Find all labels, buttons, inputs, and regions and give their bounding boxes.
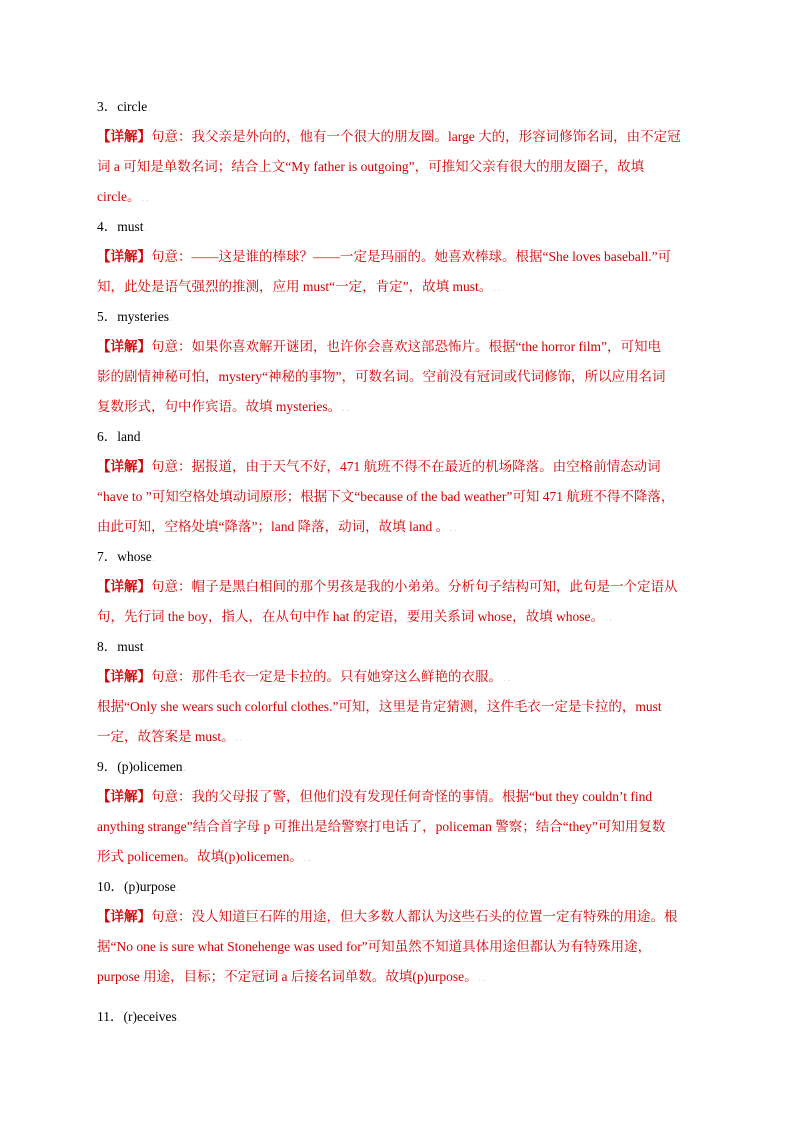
explanation-line: 【详解】句意：如果你喜欢解开谜团，也许你会喜欢这部恐怖片。根据“the horror film”，可知电: [97, 339, 661, 354]
item-heading: 10．(p)urpose.: [97, 879, 179, 894]
explanation-line: 【详解】句意：帽子是黑白相间的那个男孩是我的小弟弟。分析句子结构可知，此句是一个定语从: [97, 579, 678, 594]
explanation-line: 【详解】句意：那件毛衣一定是卡拉的。只有她穿这么鲜艳的衣服。. .: [97, 669, 510, 684]
item-heading: 3．circle.: [97, 99, 151, 114]
explanation-line: 复数形式，句中作宾语。故填 mysteries。. .: [97, 399, 349, 414]
explanation-line: 形式 policemen。故填(p)olicemen。. .: [97, 849, 311, 864]
explanation-line: anything strange”结合首字母 p 可推出是给警察打电话了，policeman 警察；结合“they”可知用复数: [97, 819, 666, 834]
item-heading: 11．(r)eceives.: [97, 1009, 180, 1024]
item-heading: 4．must.: [97, 219, 147, 234]
explanation-line: 据“No one is sure what Stonehenge was used for”可知虽然不知道具体用途但都认为有特殊用途，: [97, 939, 652, 954]
item-heading: 8．must.: [97, 639, 147, 654]
explanation-line: 句，先行词 the boy，指人，在从句中作 hat 的定语，要用关系词 whose，故填 whose。. .: [97, 609, 612, 624]
item-heading: 6．land.: [97, 429, 144, 444]
explanation-line: “have to ”可知空格处填动词原形；根据下文“because of the bad weather”可知 471 航班不得不降落，: [97, 489, 675, 504]
explanation-line: 词 a 可知是单数名词；结合上文“My father is outgoing”，可推知父亲有很大的朋友圈子，故填: [97, 159, 645, 174]
explanation-line: 由此可知，空格处填“降落”；land 降落，动词，故填 land 。. .: [97, 519, 457, 534]
explanation-line: circle。. .: [97, 189, 149, 204]
item-heading: 5．mysteries.: [97, 309, 173, 324]
item-heading: 9．(p)olicemen.: [97, 759, 186, 774]
explanation-line: 【详解】句意：据报道，由于天气不好，471 航班不得不在最近的机场降落。由空格前情态动词: [97, 459, 661, 474]
explanation-line: 知，此处是语气强烈的推测，应用 must“一定，肯定”，故填 must。. .: [97, 279, 500, 294]
explanation-line: purpose 用途，目标；不定冠词 a 后接名词单数。故填(p)urpose。. .: [97, 969, 486, 984]
explanation-line: 【详解】句意：没人知道巨石阵的用途，但大多数人都认为这些石头的位置一定有特殊的用途。根: [97, 909, 678, 924]
explanation-line: 【详解】句意：——这是谁的棒球？——一定是玛丽的。她喜欢棒球。根据“She loves baseball.”可: [97, 249, 672, 264]
explanation-line: 【详解】句意：我父亲是外向的，他有一个很大的朋友圈。large 大的，形容词修饰名词，由不定冠: [97, 129, 681, 144]
explanation-line: 影的剧情神秘可怕，mystery“神秘的事物”，可数名词。空前没有冠词或代词修饰，所以应用名词: [97, 369, 666, 384]
explanation-line: 一定，故答案是 must。. .: [97, 729, 243, 744]
explanation-line: 根据“Only she wears such colorful clothes.”可知，这里是肯定猜测，这件毛衣一定是卡拉的，must: [97, 699, 662, 714]
item-heading: 7．whose.: [97, 549, 155, 564]
explanation-line: 【详解】句意：我的父母报了警，但他们没有发现任何奇怪的事情。根据“but they couldn’t find: [97, 789, 653, 804]
